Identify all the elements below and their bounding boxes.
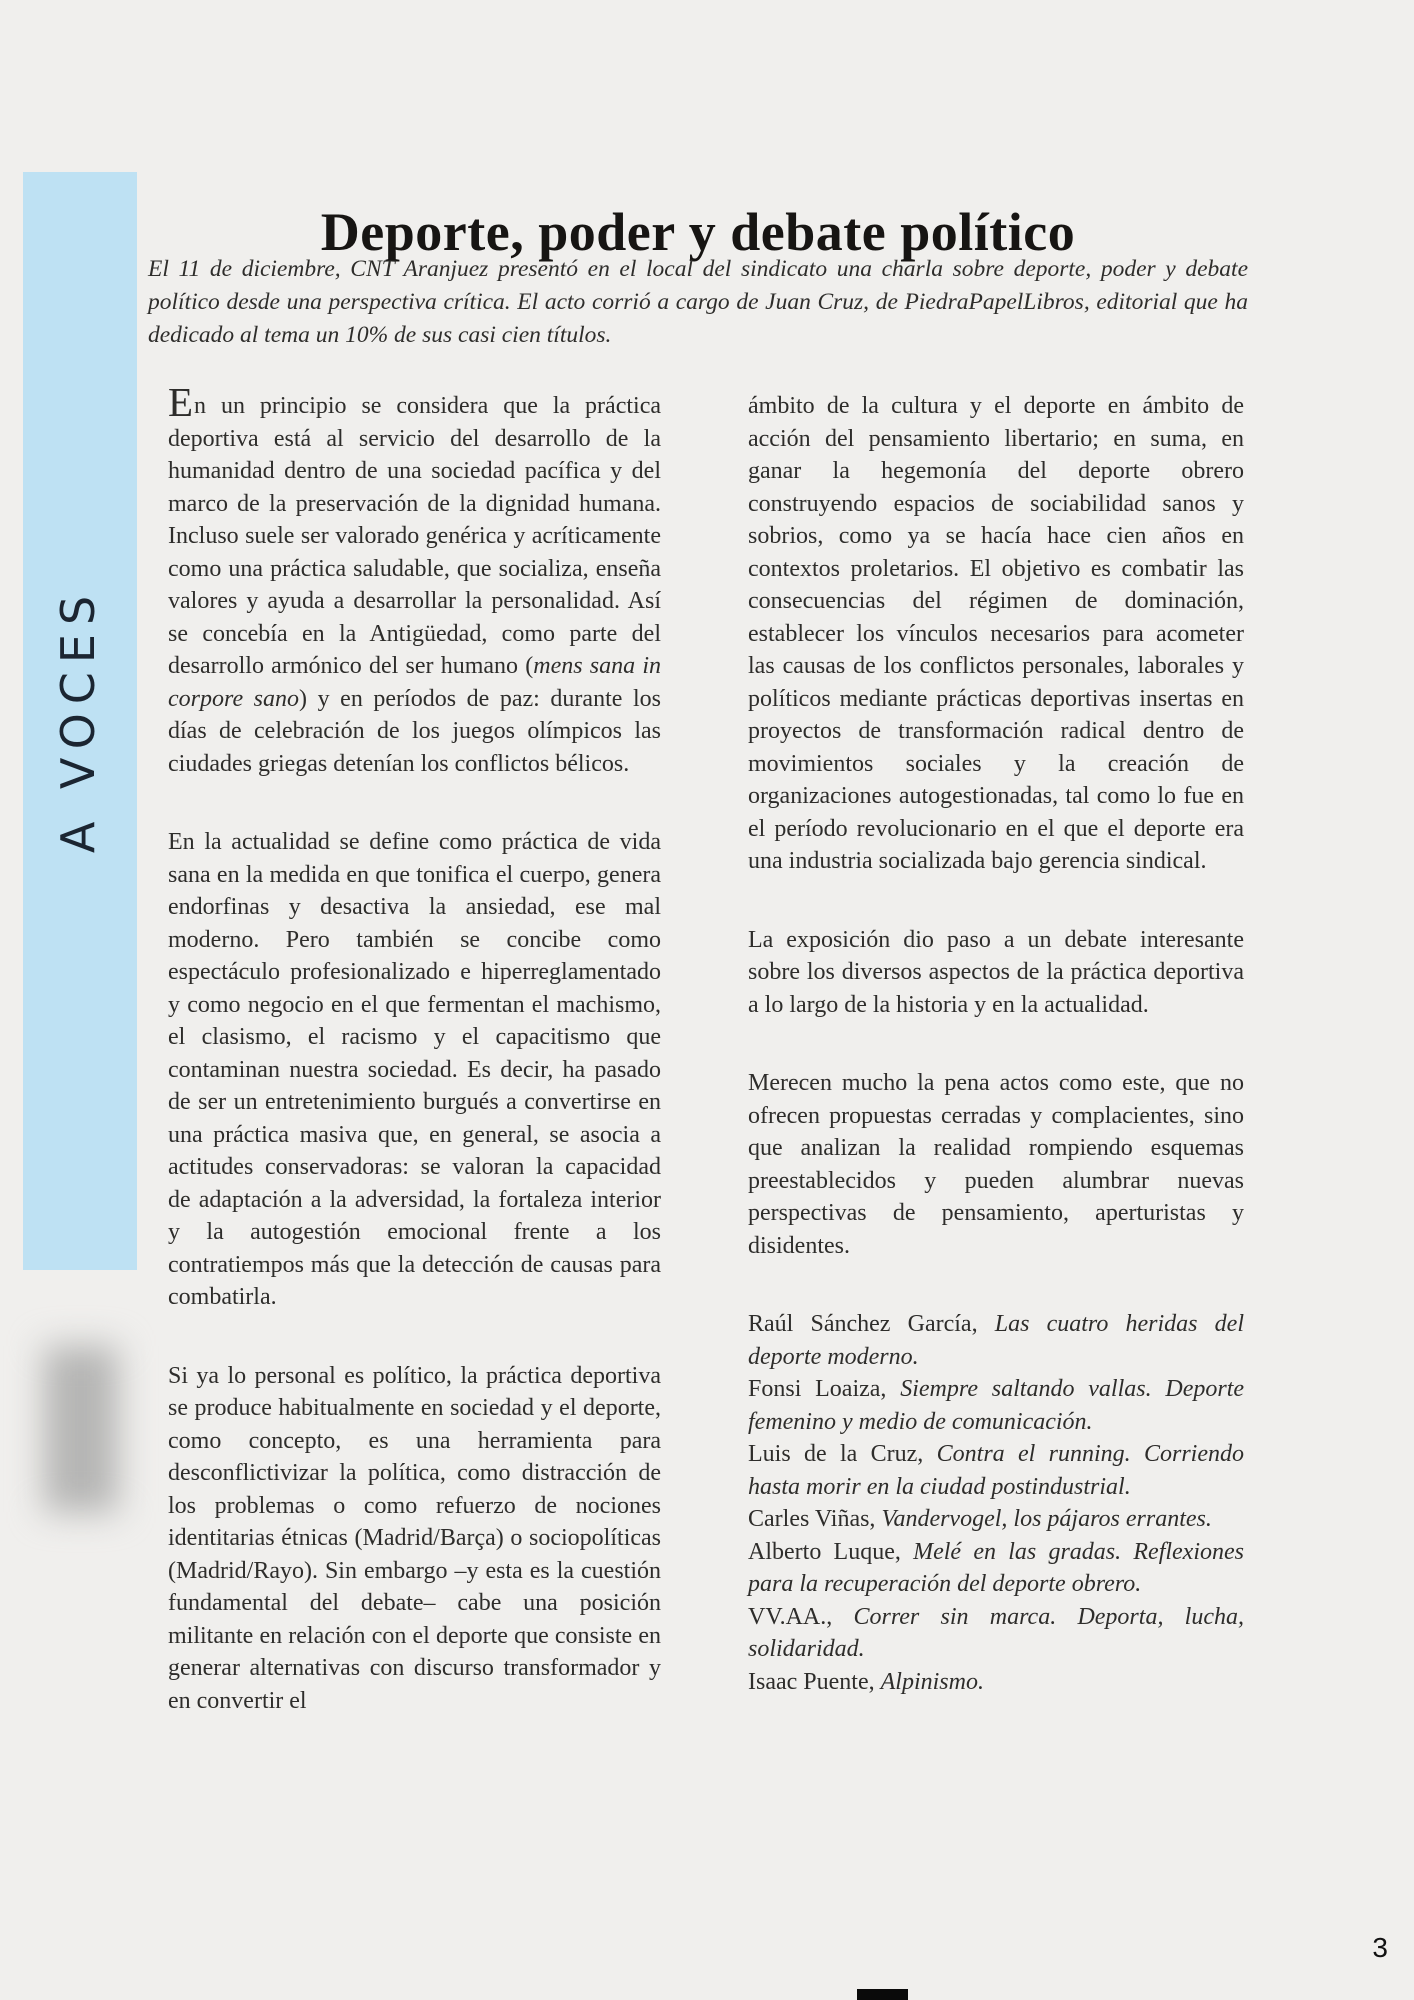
paragraph: La exposición dio paso a un debate interesante sobre los diversos aspectos de la práctica deportiva a lo largo de la historia y en la actualidad. bbox=[748, 926, 1244, 1018]
book-entry bbox=[748, 1503, 1244, 1536]
book-title: Alpinismo. bbox=[880, 1668, 984, 1695]
paragraph bbox=[168, 379, 661, 780]
book-title: Las cuatro heridas del deporte moderno. bbox=[748, 1311, 1245, 1370]
paragraph-text: ) y en períodos de paz: durante los días de celebración de los juegos olímpicos las ciudades griegas detenían los conflictos bélicos. bbox=[168, 685, 661, 777]
paragraph: Merecen mucho la pena actos como este, que no ofrecen propuestas cerradas y complacientes, sino que analizan la realidad rompiendo esquemas preestablecidos y pueden alumbrar nuevas perspectivas de pensamiento, aperturistas y disidentes. bbox=[748, 1070, 1244, 1259]
book-entry bbox=[748, 1373, 1244, 1438]
book-title: Siempre saltando vallas. Deporte femenino y medio de comunicación. bbox=[748, 1376, 1245, 1435]
book-title: Contra el running. Corriendo hasta morir en la ciudad postindustrial. bbox=[748, 1441, 1244, 1500]
text-column-right bbox=[748, 390, 1244, 1698]
latin-phrase: mens sana in corpore sano bbox=[168, 653, 661, 712]
book-author: Alberto Luque, bbox=[748, 1538, 914, 1565]
book-author: Carles Viñas, bbox=[748, 1506, 882, 1532]
book-author: Fonsi Loaiza, bbox=[748, 1376, 901, 1402]
article-title: Deporte, poder y debate político bbox=[320, 202, 1076, 263]
blurred-image-placeholder bbox=[44, 1346, 118, 1512]
paragraph-text: n un principio se considera que la práctica deportiva está al servicio del desarrollo de la humanidad dentro de una sociedad pacífica y del marco de la preservación de la dignidad humana. Incluso suele ser valorado genérica y acríticamente como una práctica saludable, que socializa, enseña valores y ayuda a desarrollar la personalidad. Así se concebía en la Antigüedad, como parte del desarrollo armónico del ser humano ( bbox=[168, 393, 661, 679]
book-author: Luis de la Cruz, bbox=[748, 1441, 937, 1467]
book-entry bbox=[748, 1438, 1244, 1503]
paragraph: Si ya lo personal es político, la práctica deportiva se produce habitualmente en sociedad y el deporte, como concepto, es una herramienta para desconflictivizar la política, como distracción de los problemas o como refuerzo de nociones identitarias étnicas (Madrid/Barça) o sociopolíticas (Madrid/Rayo). Sin embargo –y esta es la cuestión fundamental del debate– cabe una posición militante en relación con el deporte que consiste en generar alternativas con discurso transformador y en convertir el bbox=[168, 1362, 661, 1714]
section-label-vertical: A VOCES bbox=[51, 586, 105, 854]
book-entry bbox=[748, 1308, 1244, 1373]
initial-capital: E bbox=[168, 379, 195, 425]
text-column-left bbox=[168, 379, 661, 1763]
page-number: 3 bbox=[1372, 1932, 1388, 1963]
book-entry bbox=[748, 1666, 1244, 1699]
book-entry bbox=[748, 1536, 1244, 1601]
paragraph: ámbito de la cultura y el deporte en ámbito de acción del pensamiento libertario; en suma, en ganar la hegemonía del deporte obrero construyendo espacios de sociabilidad sanos y sobrios, como ya se hacía hace cien años en contextos proletarios. El objetivo es combatir las consecuencias del régimen de dominación, establecer los vínculos necesarios para acometer las causas de los conflictos personales, laborales y políticos mediante prácticas deportivas insertas en proyectos de transformación radical dentro de movimientos sociales y la creación de organizaciones autogestionadas, tal como lo fue en el período revolucionario en el que el deporte era una industria socializada bajo gerencia sindical. bbox=[748, 393, 1244, 874]
book-author: Raúl Sánchez García, bbox=[748, 1311, 995, 1337]
book-list bbox=[748, 1308, 1244, 1698]
book-author: VV.AA., bbox=[748, 1603, 854, 1630]
article-lede: El 11 de diciembre, CNT Aranjuez presentó en el local del sindicato una charla sobre deporte, poder y debate político desde una perspectiva crítica. El acto corrió a cargo de Juan Cruz, de PiedraPapelLibros, editorial que ha dedicado al tema un 10% de sus casi cien títulos. bbox=[148, 256, 1248, 348]
book-title: Melé en las gradas. Reflexiones para la recuperación del deporte obrero. bbox=[748, 1538, 1244, 1597]
book-entry bbox=[748, 1601, 1244, 1666]
bottom-crop-mark bbox=[857, 1989, 908, 2000]
paragraph: En la actualidad se define como práctica de vida sana en la medida en que tonifica el cuerpo, genera endorfinas y desactiva la ansiedad, ese mal moderno. Pero también se concibe como espectáculo profesionalizado e hiperreglamentado y como negocio en el que fermentan el machismo, el clasismo, el racismo y el capacitismo que contaminan nuestra sociedad. Es decir, ha pasado de ser un entretenimiento burgués a convertirse en una práctica masiva que, en general, se asocia a actitudes conservadoras: se valoran la capacidad de adaptación a la adversidad, la fortaleza interior y la autogestión emocional frente a los contratiempos más que la detección de causas para combatirla. bbox=[168, 829, 661, 1310]
book-title: Correr sin marca. Deporta, lucha, solidaridad. bbox=[748, 1603, 1245, 1662]
book-author: Isaac Puente, bbox=[748, 1668, 881, 1695]
book-title: Vandervogel, los pájaros errantes. bbox=[881, 1506, 1212, 1532]
